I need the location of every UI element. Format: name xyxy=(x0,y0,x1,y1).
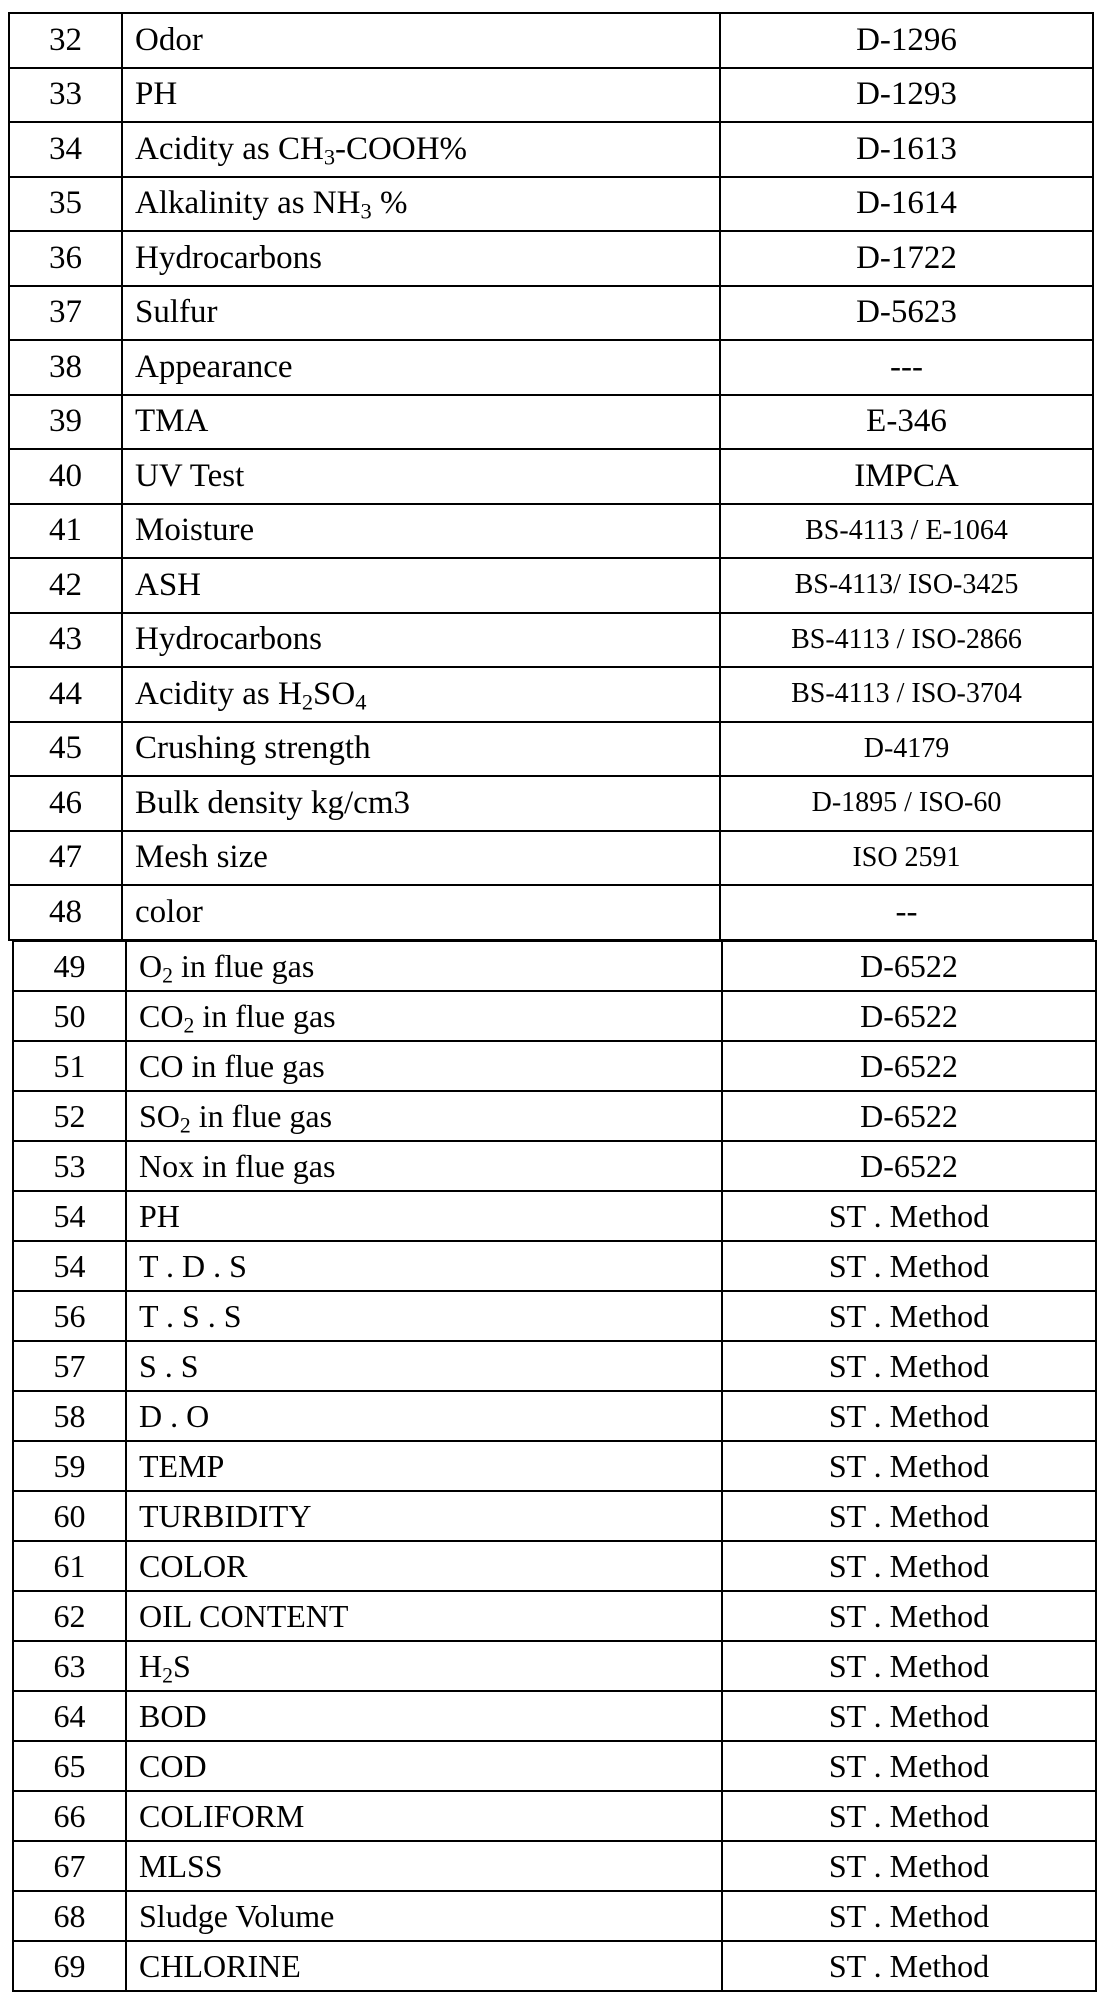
parameter-cell: Odor xyxy=(122,13,720,68)
parameter-cell: COD xyxy=(126,1741,722,1791)
table-row xyxy=(13,1791,1096,1841)
test-method-cell: ST . Method xyxy=(722,1691,1096,1741)
table-row xyxy=(9,449,1093,504)
parameter-cell: $O_2$ in flue gas xyxy=(126,941,722,991)
table-row xyxy=(13,1391,1096,1441)
row-number: 35 xyxy=(9,177,122,232)
row-number: 66 xyxy=(13,1791,126,1841)
test-method-cell: ST . Method xyxy=(722,1191,1096,1241)
table-row xyxy=(9,558,1093,613)
table-row xyxy=(13,1691,1096,1741)
parameter-cell: Alkalinity as $NH_3$ % xyxy=(122,177,720,232)
test-method-cell: ST . Method xyxy=(722,1241,1096,1291)
test-method-cell: ST . Method xyxy=(722,1491,1096,1541)
table-row xyxy=(9,613,1093,668)
test-method-cell: D-6522 xyxy=(722,1141,1096,1191)
parameter-cell: Mesh size xyxy=(122,831,720,886)
table-row xyxy=(13,1941,1096,1991)
test-method-cell: D-1614 xyxy=(720,177,1093,232)
parameter-cell: UV Test xyxy=(122,449,720,504)
table-row xyxy=(9,231,1093,286)
table-row xyxy=(13,1491,1096,1541)
row-number: 42 xyxy=(9,558,122,613)
row-number: 47 xyxy=(9,831,122,886)
table-row xyxy=(13,1641,1096,1691)
row-number: 58 xyxy=(13,1391,126,1441)
table-row xyxy=(9,504,1093,559)
row-number: 61 xyxy=(13,1541,126,1591)
table-row xyxy=(13,1891,1096,1941)
test-method-cell: D-1613 xyxy=(720,122,1093,177)
test-method-cell: ST . Method xyxy=(722,1291,1096,1341)
test-method-cell: ST . Method xyxy=(722,1641,1096,1691)
row-number: 65 xyxy=(13,1741,126,1791)
table-row xyxy=(9,395,1093,450)
table-row xyxy=(13,1541,1096,1591)
test-method-cell: BS-4113 / ISO-2866 xyxy=(720,613,1093,668)
test-method-cell: ISO 2591 xyxy=(720,831,1093,886)
parameter-cell: TURBIDITY xyxy=(126,1491,722,1541)
parameter-cell: Crushing strength xyxy=(122,722,720,777)
test-method-cell: D-6522 xyxy=(722,1091,1096,1141)
table-row xyxy=(9,831,1093,886)
table-row xyxy=(13,1441,1096,1491)
row-number: 44 xyxy=(9,667,122,722)
test-methods-table-upper xyxy=(8,12,1094,941)
table-row xyxy=(13,1041,1096,1091)
test-method-cell: ST . Method xyxy=(722,1891,1096,1941)
row-number: 39 xyxy=(9,395,122,450)
test-method-cell: --- xyxy=(720,340,1093,395)
row-number: 64 xyxy=(13,1691,126,1741)
row-number: 51 xyxy=(13,1041,126,1091)
row-number: 40 xyxy=(9,449,122,504)
parameter-cell: Nox in flue gas xyxy=(126,1141,722,1191)
row-number: 49 xyxy=(13,941,126,991)
test-method-cell: ST . Method xyxy=(722,1341,1096,1391)
table-row xyxy=(9,177,1093,232)
parameter-cell: T . D . S xyxy=(126,1241,722,1291)
row-number: 38 xyxy=(9,340,122,395)
parameter-cell: MLSS xyxy=(126,1841,722,1891)
parameter-cell: COLIFORM xyxy=(126,1791,722,1841)
row-number: 60 xyxy=(13,1491,126,1541)
parameter-cell: color xyxy=(122,885,720,940)
row-number: 33 xyxy=(9,68,122,123)
parameter-cell: TMA xyxy=(122,395,720,450)
table-row xyxy=(9,122,1093,177)
table-row xyxy=(9,776,1093,831)
table-row xyxy=(9,340,1093,395)
row-number: 54 xyxy=(13,1191,126,1241)
test-method-cell: D-1722 xyxy=(720,231,1093,286)
row-number: 63 xyxy=(13,1641,126,1691)
parameter-cell: $SO_2$ in flue gas xyxy=(126,1091,722,1141)
row-number: 59 xyxy=(13,1441,126,1491)
test-method-cell: E-346 xyxy=(720,395,1093,450)
parameter-cell: Hydrocarbons xyxy=(122,613,720,668)
row-number: 62 xyxy=(13,1591,126,1641)
table-row xyxy=(13,1291,1096,1341)
row-number: 52 xyxy=(13,1091,126,1141)
parameter-cell: TEMP xyxy=(126,1441,722,1491)
parameter-cell: Hydrocarbons xyxy=(122,231,720,286)
parameter-cell: D . O xyxy=(126,1391,722,1441)
row-number: 54 xyxy=(13,1241,126,1291)
row-number: 32 xyxy=(9,13,122,68)
table-row xyxy=(13,1591,1096,1641)
table-row xyxy=(9,286,1093,341)
table-row xyxy=(13,1241,1096,1291)
parameter-cell: T . S . S xyxy=(126,1291,722,1341)
test-method-cell: ST . Method xyxy=(722,1791,1096,1841)
row-number: 34 xyxy=(9,122,122,177)
test-method-cell: BS-4113 / E-1064 xyxy=(720,504,1093,559)
parameter-cell: OIL CONTENT xyxy=(126,1591,722,1641)
parameter-cell: ASH xyxy=(122,558,720,613)
table-row xyxy=(13,1191,1096,1241)
test-method-cell: D-6522 xyxy=(722,991,1096,1041)
test-method-cell: D-1296 xyxy=(720,13,1093,68)
parameter-cell: PH xyxy=(122,68,720,123)
table-row xyxy=(9,885,1093,940)
parameter-cell: Sludge Volume xyxy=(126,1891,722,1941)
parameter-cell: S . S xyxy=(126,1341,722,1391)
parameter-cell: COLOR xyxy=(126,1541,722,1591)
test-method-cell: IMPCA xyxy=(720,449,1093,504)
row-number: 68 xyxy=(13,1891,126,1941)
table-row xyxy=(13,1141,1096,1191)
row-number: 69 xyxy=(13,1941,126,1991)
parameter-cell: Bulk density kg/cm3 xyxy=(122,776,720,831)
row-number: 45 xyxy=(9,722,122,777)
row-number: 41 xyxy=(9,504,122,559)
row-number: 48 xyxy=(9,885,122,940)
row-number: 43 xyxy=(9,613,122,668)
table-row xyxy=(13,1341,1096,1391)
test-method-cell: BS-4113/ ISO-3425 xyxy=(720,558,1093,613)
row-number: 50 xyxy=(13,991,126,1041)
test-method-cell: D-4179 xyxy=(720,722,1093,777)
test-method-cell: ST . Method xyxy=(722,1441,1096,1491)
test-method-cell: ST . Method xyxy=(722,1591,1096,1641)
test-method-cell: ST . Method xyxy=(722,1391,1096,1441)
parameter-cell: Sulfur xyxy=(122,286,720,341)
table-row xyxy=(13,1091,1096,1141)
row-number: 56 xyxy=(13,1291,126,1341)
parameter-cell: CO in flue gas xyxy=(126,1041,722,1091)
parameter-cell: PH xyxy=(126,1191,722,1241)
test-method-cell: BS-4113 / ISO-3704 xyxy=(720,667,1093,722)
parameter-cell: Acidity as $H_2SO_4$ xyxy=(122,667,720,722)
row-number: 67 xyxy=(13,1841,126,1891)
parameter-cell: Acidity as $CH_3-COOH\%$ xyxy=(122,122,720,177)
test-method-cell: D-1293 xyxy=(720,68,1093,123)
test-method-cell: D-6522 xyxy=(722,941,1096,991)
row-number: 57 xyxy=(13,1341,126,1391)
parameter-cell: BOD xyxy=(126,1691,722,1741)
test-method-cell: D-1895 / ISO-60 xyxy=(720,776,1093,831)
table-row xyxy=(9,722,1093,777)
table-row xyxy=(9,13,1093,68)
row-number: 46 xyxy=(9,776,122,831)
table-body xyxy=(9,13,1093,940)
test-method-cell: D-6522 xyxy=(722,1041,1096,1091)
table-row xyxy=(13,1741,1096,1791)
parameter-cell: CHLORINE xyxy=(126,1941,722,1991)
table-row xyxy=(9,667,1093,722)
test-method-cell: ST . Method xyxy=(722,1841,1096,1891)
parameter-cell: Moisture xyxy=(122,504,720,559)
test-method-cell: -- xyxy=(720,885,1093,940)
table-row xyxy=(13,941,1096,991)
test-methods-table-lower xyxy=(12,940,1097,1992)
row-number: 36 xyxy=(9,231,122,286)
parameter-cell: Appearance xyxy=(122,340,720,395)
row-number: 37 xyxy=(9,286,122,341)
test-method-cell: D-5623 xyxy=(720,286,1093,341)
test-method-cell: ST . Method xyxy=(722,1541,1096,1591)
table-row xyxy=(13,1841,1096,1891)
parameter-cell: $H_2S$ xyxy=(126,1641,722,1691)
row-number: 53 xyxy=(13,1141,126,1191)
parameter-cell: $CO_2$ in flue gas xyxy=(126,991,722,1041)
table-body xyxy=(13,941,1096,1991)
table-row xyxy=(13,991,1096,1041)
test-method-cell: ST . Method xyxy=(722,1941,1096,1991)
table-row xyxy=(9,68,1093,123)
test-method-cell: ST . Method xyxy=(722,1741,1096,1791)
